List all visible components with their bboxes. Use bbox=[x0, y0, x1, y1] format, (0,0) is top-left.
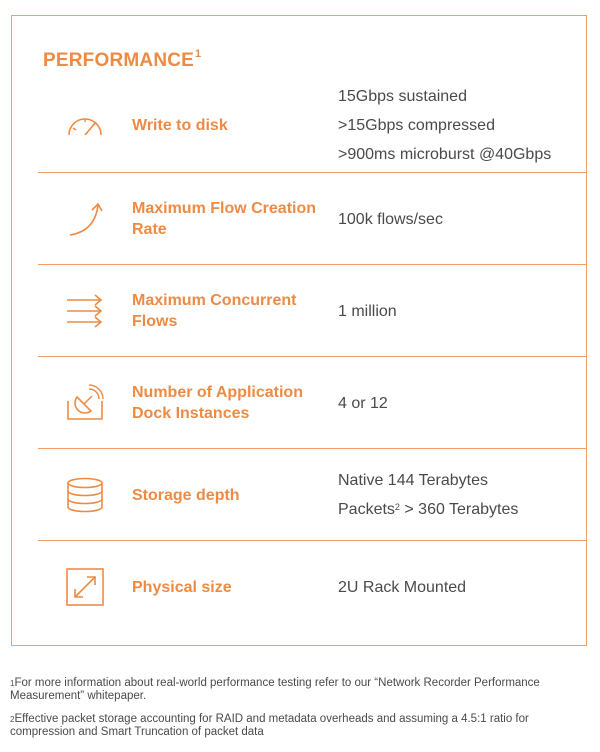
expand-diagonal-icon bbox=[38, 567, 132, 607]
spec-row-flow-creation-rate bbox=[38, 174, 586, 264]
spec-value-line: Native 144 Terabytes bbox=[338, 472, 489, 489]
spec-label: Physical size bbox=[132, 578, 232, 596]
spec-label: Number of Application Dock Instances bbox=[132, 384, 303, 422]
footnote-1 bbox=[10, 677, 570, 703]
footnote-mark: 2 bbox=[394, 502, 400, 512]
spec-value-line: 100k flows/sec bbox=[338, 210, 443, 228]
triple-arrow-right-icon bbox=[38, 294, 132, 328]
spec-value-line: 4 or 12 bbox=[338, 394, 388, 412]
spec-value-line: 15Gbps sustained bbox=[338, 87, 467, 105]
spec-value bbox=[338, 466, 518, 524]
spec-value-line: 1 million bbox=[338, 302, 397, 320]
footnote-text: For more information about real-world performance testing refer to our “Network Recorder Performance Measurement” whitepaper. bbox=[10, 677, 540, 702]
spec-row-storage-depth bbox=[38, 450, 586, 540]
spec-value-line: >900ms microburst @40Gbps bbox=[338, 145, 552, 163]
spec-value bbox=[338, 205, 443, 234]
spec-row-concurrent-flows bbox=[38, 266, 586, 356]
spec-row-app-dock-instances bbox=[38, 358, 586, 448]
section-title bbox=[43, 50, 201, 72]
spec-label: Maximum Flow Creation Rate bbox=[132, 200, 317, 238]
row-divider bbox=[38, 172, 586, 173]
footnote-mark: 1 bbox=[195, 48, 202, 60]
section-title-text: PERFORMANCE bbox=[43, 50, 195, 71]
spec-value-line bbox=[338, 495, 518, 524]
row-divider bbox=[38, 264, 586, 265]
spec-row-physical-size bbox=[38, 542, 586, 632]
footnote-2 bbox=[10, 713, 570, 739]
spec-label: Maximum Concurrent Flows bbox=[132, 292, 297, 330]
spec-value bbox=[338, 389, 388, 418]
footnote-mark: 1 bbox=[10, 679, 15, 688]
satellite-dish-icon bbox=[38, 383, 132, 423]
spec-value-line: >15Gbps compressed bbox=[338, 116, 495, 134]
spec-label: Write to disk bbox=[132, 116, 228, 134]
spec-value bbox=[338, 297, 397, 326]
spec-value-line: 2U Rack Mounted bbox=[338, 578, 467, 596]
row-divider bbox=[38, 448, 586, 449]
footnote-text: Effective packet storage accounting for RAID and metadata overheads and assuming a 4.5:1 ratio for compression and Smart Truncation of packet data bbox=[10, 713, 529, 738]
spec-value-part: > 360 Terabytes bbox=[399, 501, 519, 518]
database-icon bbox=[38, 477, 132, 513]
curved-arrow-up-icon bbox=[38, 199, 132, 239]
row-divider bbox=[38, 540, 586, 541]
spec-value bbox=[338, 82, 551, 169]
spec-value bbox=[338, 573, 466, 602]
spec-value-part: Packets bbox=[338, 501, 395, 518]
gauge-icon bbox=[38, 111, 132, 139]
spec-label: Storage depth bbox=[132, 486, 240, 504]
spec-row-write-to-disk bbox=[38, 80, 586, 170]
footnote-mark: 2 bbox=[10, 715, 15, 724]
row-divider bbox=[38, 356, 586, 357]
